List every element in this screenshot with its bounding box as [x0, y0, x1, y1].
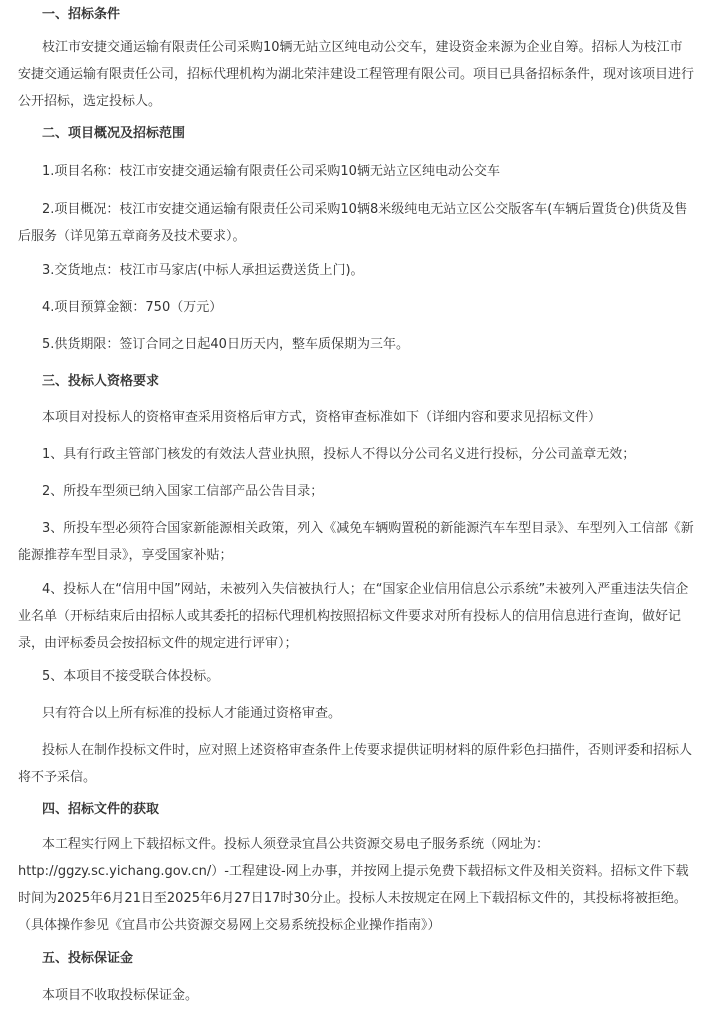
section-3-heading: 三、投标人资格要求: [42, 374, 160, 389]
section-3-item-1: 1、具有行政主管部门核发的有效法人营业执照，投标人不得以分公司名义进行投标，分公司盖章无效；: [42, 447, 636, 462]
section-4-heading: 四、招标文件的获取: [42, 802, 160, 817]
section-1-heading: 一、招标条件: [42, 7, 121, 22]
section-2-heading: 二、项目概况及招标范围: [42, 126, 186, 141]
section-3-note-1: 只有符合以上所有标准的投标人才能通过资格审查。: [42, 706, 342, 721]
section-4-paragraph-1: 本工程实行网上下载招标文件。投标人须登录宜昌公共资源交易电子服务系统（网址为：http://ggzy.sc.yichang.gov.cn/）-工程建设-网上办事，并按网上提示免费下载招标文件及相关资料。招标文件下载时间为2025年6月21日至2025年6月27日17时30分止。投标人未按规定在网上下载招标文件的，其投标将被拒绝。（具体操作参见《宜昌市公共资源交易网上交易系统投标企业操作指南》）: [18, 837, 689, 933]
section-1-paragraph-1: 枝江市安捷交通运输有限责任公司采购10辆无站立区纯电动公交车，建设资金来源为企业自筹。招标人为枝江市安捷交通运输有限责任公司，招标代理机构为湖北荣沣建设工程管理有限公司。项目已具备招标条件，现对该项目进行公开招标，选定投标人。: [18, 40, 695, 109]
section-3-item-4: 4、投标人在“信用中国”网站，未被列入失信被执行人；在“国家企业信用信息公示系统”未被列入严重违法失信企业名单（开标结束后由招标人或其委托的招标代理机构按照招标文件要求对所有投标人的信用信息进行查询，做好记录，由评标委员会按招标文件的规定进行评审）；: [18, 582, 689, 651]
section-5-heading: 五、投标保证金: [42, 951, 134, 966]
section-2-item-1: 1.项目名称：枝江市安捷交通运输有限责任公司采购10辆无站立区纯电动公交车: [42, 164, 500, 179]
section-2-item-2: 2.项目概况：枝江市安捷交通运输有限责任公司采购10辆8米级纯电无站立区公交版客车(车辆后置货仓)供货及售后服务（详见第五章商务及技术要求）。: [18, 202, 688, 244]
section-3-note-2: 投标人在制作投标文件时，应对照上述资格审查条件上传要求提供证明材料的原件彩色扫描件，否则评委和招标人将不予采信。: [18, 743, 693, 785]
section-5-paragraph-1: 本项目不收取投标保证金。: [42, 988, 199, 1003]
section-3-item-2: 2、所投车型须已纳入国家工信部产品公告目录；: [42, 484, 324, 499]
section-3-intro: 本项目对投标人的资格审查采用资格后审方式，资格审查标准如下（详细内容和要求见招标文件）: [42, 410, 602, 425]
section-2-item-3: 3.交货地点：枝江市马家店(中标人承担运费送货上门)。: [42, 263, 364, 278]
section-2-item-5: 5.供货期限：签订合同之日起40日历天内，整车质保期为三年。: [42, 337, 409, 352]
section-3-item-3: 3、所投车型必须符合国家新能源相关政策，列入《减免车辆购置税的新能源汽车车型目录》、车型列入工信部《新能源推荐车型目录》，享受国家补贴；: [18, 521, 694, 563]
section-3-item-5: 5、本项目不接受联合体投标。: [42, 669, 220, 684]
section-2-item-4: 4.项目预算金额：750（万元）: [42, 300, 223, 315]
